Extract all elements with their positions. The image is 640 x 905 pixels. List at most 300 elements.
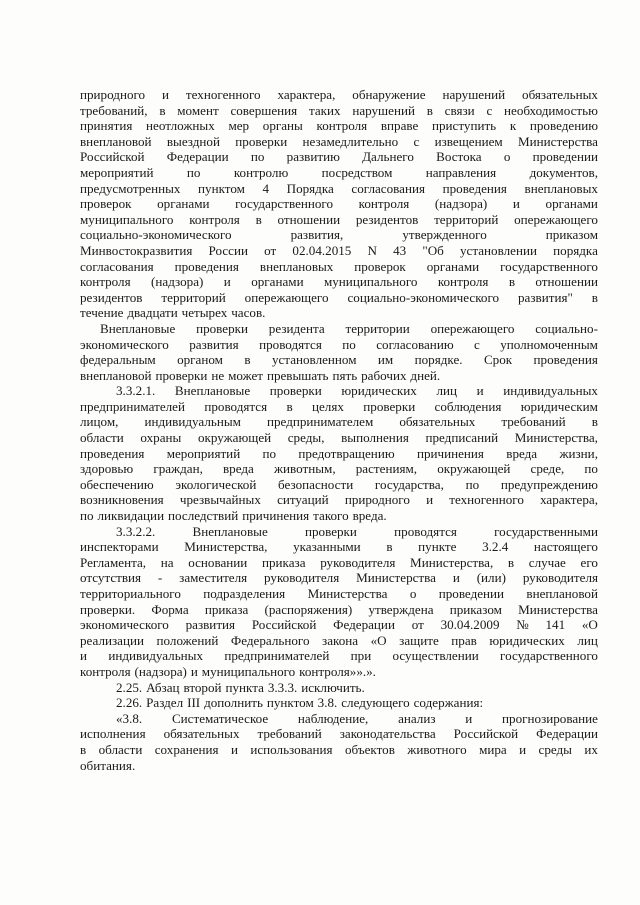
word: 2.25. bbox=[116, 679, 143, 695]
text-line bbox=[80, 508, 598, 524]
word: в bbox=[286, 398, 293, 414]
word: техногенного bbox=[449, 492, 524, 508]
text-line bbox=[80, 212, 598, 228]
word: Федерального bbox=[230, 632, 310, 648]
word: (надзора) bbox=[151, 274, 204, 290]
word: пять bbox=[332, 367, 358, 383]
text-line bbox=[80, 243, 598, 259]
word: его bbox=[580, 554, 598, 570]
word: ликвидации bbox=[97, 508, 165, 524]
word: анализ bbox=[398, 710, 436, 726]
word: 4 bbox=[262, 180, 270, 196]
word: Срок bbox=[483, 352, 513, 368]
word: выездной bbox=[166, 133, 220, 149]
word: органы bbox=[262, 118, 303, 134]
word: безопасности bbox=[278, 476, 354, 492]
text-line bbox=[80, 196, 598, 212]
word: развития bbox=[185, 617, 236, 633]
word: дополнить bbox=[204, 695, 263, 711]
word: проводятся bbox=[259, 336, 322, 352]
word: жизни, bbox=[559, 445, 598, 461]
word: следующего bbox=[341, 695, 410, 711]
word: принятия bbox=[80, 118, 133, 134]
word: и bbox=[519, 741, 527, 757]
word: контроля bbox=[80, 274, 131, 290]
word: использования bbox=[250, 741, 333, 757]
document-body bbox=[80, 87, 598, 773]
word: согласования bbox=[351, 180, 426, 196]
word: Федерации bbox=[333, 617, 395, 633]
word: предусмотренных bbox=[80, 180, 181, 196]
word: вправе bbox=[380, 118, 419, 134]
word: от bbox=[411, 617, 424, 633]
word: Абзац bbox=[146, 679, 180, 695]
word: двадцати bbox=[127, 305, 178, 321]
text-line bbox=[80, 555, 598, 571]
word: проведения bbox=[533, 352, 598, 368]
word: Российской bbox=[251, 617, 317, 633]
word: с bbox=[413, 133, 420, 149]
word: согласования bbox=[80, 258, 154, 274]
word: Министерства bbox=[307, 586, 388, 601]
text-line bbox=[80, 399, 598, 415]
word: приказом bbox=[449, 601, 502, 617]
word: и bbox=[162, 87, 170, 102]
word: опережающего bbox=[244, 289, 329, 305]
word: социально- bbox=[535, 320, 598, 336]
word: «О bbox=[581, 617, 598, 633]
word: о bbox=[503, 149, 511, 165]
word: здоровью bbox=[80, 461, 134, 477]
word: не bbox=[211, 367, 225, 383]
text-line bbox=[80, 352, 598, 368]
text-line bbox=[80, 524, 598, 540]
word: окружающей bbox=[437, 461, 511, 477]
text-line bbox=[80, 695, 598, 711]
text-line bbox=[80, 430, 598, 446]
word: Министерства bbox=[356, 570, 436, 586]
text-line bbox=[80, 446, 598, 462]
word: и bbox=[426, 492, 434, 508]
text-line bbox=[80, 726, 598, 742]
text-line bbox=[80, 259, 598, 275]
word: проведения bbox=[174, 258, 239, 274]
text-line bbox=[80, 539, 598, 555]
word: экономического bbox=[80, 336, 169, 352]
word: четырех bbox=[181, 305, 228, 321]
word: предотвращению bbox=[298, 445, 395, 461]
text-line bbox=[80, 321, 598, 337]
word: экономического bbox=[80, 617, 169, 633]
word: Федерации bbox=[536, 726, 598, 742]
word: 141 bbox=[545, 617, 566, 633]
word: вреда bbox=[223, 461, 254, 477]
word: пунктом bbox=[266, 695, 314, 711]
word: выполнения bbox=[341, 430, 409, 446]
word: вреда bbox=[506, 445, 538, 461]
word: проверки bbox=[196, 320, 248, 336]
word: Порядка bbox=[286, 180, 334, 196]
word: государственного bbox=[500, 648, 598, 664]
word: развитию bbox=[286, 149, 340, 165]
text-line bbox=[80, 758, 598, 774]
word: второй bbox=[183, 679, 222, 695]
text-line bbox=[80, 602, 598, 618]
word: посредством bbox=[321, 164, 393, 180]
word: контроля bbox=[80, 663, 131, 679]
word: сохранения bbox=[154, 741, 219, 757]
word: развития bbox=[189, 336, 239, 352]
word: в bbox=[507, 554, 515, 570]
word: с bbox=[486, 102, 493, 118]
word: № bbox=[516, 617, 529, 633]
word: дней. bbox=[410, 367, 441, 383]
text-line bbox=[80, 633, 598, 649]
word: резидентов bbox=[355, 211, 419, 227]
word: проверки bbox=[304, 523, 357, 539]
word: объектов bbox=[344, 741, 395, 757]
word: и bbox=[512, 196, 520, 212]
word: Дальнего bbox=[362, 149, 414, 165]
word: государственными bbox=[494, 523, 598, 539]
word: содержания: bbox=[413, 695, 484, 711]
word: возникновения bbox=[80, 492, 164, 508]
word: растениям, bbox=[355, 461, 418, 477]
word: контроля bbox=[437, 274, 489, 290]
word: проверок bbox=[354, 258, 406, 274]
word: мира bbox=[479, 741, 507, 757]
word: порядка bbox=[553, 242, 598, 258]
word: Внеплановые bbox=[174, 383, 251, 399]
word: Федерации bbox=[166, 149, 229, 165]
word: (распоряжения) bbox=[264, 601, 353, 617]
word: муниципального bbox=[323, 274, 418, 290]
word: обязательных bbox=[399, 414, 476, 430]
word: нарушений bbox=[442, 87, 506, 102]
text-line bbox=[80, 477, 598, 493]
text-line bbox=[80, 617, 598, 633]
word: «3.8. bbox=[116, 710, 143, 726]
text-line bbox=[80, 383, 598, 399]
word: по bbox=[342, 336, 356, 352]
word: III bbox=[187, 695, 201, 711]
word: проверки bbox=[155, 367, 208, 383]
word: развития" bbox=[518, 289, 573, 305]
word: Минвостокразвития bbox=[80, 242, 193, 258]
word: пунктом bbox=[198, 180, 245, 196]
word: по bbox=[250, 149, 265, 165]
word: в bbox=[426, 102, 433, 118]
text-line bbox=[80, 103, 598, 119]
word: территорий bbox=[161, 289, 226, 305]
text-line bbox=[80, 118, 598, 134]
word: проверки. bbox=[80, 601, 136, 617]
word: техногенного bbox=[185, 87, 261, 102]
word: среде, bbox=[530, 461, 565, 477]
word: и bbox=[223, 274, 231, 290]
text-line bbox=[80, 492, 598, 508]
word: муниципального bbox=[80, 211, 174, 227]
word: последствий bbox=[168, 508, 239, 524]
word: уполномоченным bbox=[500, 336, 598, 352]
word: рабочих bbox=[361, 367, 407, 383]
word: 3.8. bbox=[317, 695, 338, 711]
word: 3.3.2.1. bbox=[116, 383, 156, 399]
word: контроля bbox=[189, 211, 240, 227]
word: контролю bbox=[233, 164, 289, 180]
word: требований bbox=[501, 414, 566, 430]
word: руководителя bbox=[320, 554, 396, 570]
word: мероприятий bbox=[80, 164, 154, 180]
word: 2.26. bbox=[116, 695, 143, 711]
word: органами bbox=[157, 196, 210, 212]
word: проведении bbox=[532, 149, 598, 165]
word: территории bbox=[345, 320, 410, 336]
word: проверок bbox=[80, 196, 132, 212]
word: необходимостью bbox=[504, 102, 598, 118]
word: закона bbox=[322, 632, 359, 648]
text-line bbox=[80, 290, 598, 306]
word: среды bbox=[538, 741, 572, 757]
word: незамедлительно bbox=[302, 133, 399, 149]
word: их bbox=[584, 741, 598, 757]
word: реализации bbox=[80, 632, 144, 648]
word: проверки bbox=[269, 383, 322, 399]
word: такого bbox=[313, 508, 349, 524]
word: внеплановой bbox=[526, 586, 598, 601]
word: момент bbox=[177, 102, 219, 118]
word: отношении bbox=[535, 274, 598, 290]
text-line bbox=[80, 570, 598, 586]
word: лиц bbox=[577, 632, 598, 648]
word: Востока bbox=[436, 149, 482, 165]
word: приступить bbox=[431, 118, 497, 134]
word: опережающего bbox=[514, 211, 598, 227]
word: предпринимателей bbox=[224, 648, 330, 664]
word: органом bbox=[177, 352, 223, 368]
word: часов. bbox=[231, 305, 266, 321]
text-line bbox=[80, 461, 598, 477]
word: в bbox=[508, 274, 516, 290]
word: Российской bbox=[80, 149, 145, 165]
text-line bbox=[80, 181, 598, 197]
word: прогнозирование bbox=[502, 710, 598, 726]
word: контроля»».». bbox=[299, 663, 376, 679]
word: прав bbox=[451, 632, 477, 648]
word: (надзора) bbox=[134, 663, 187, 679]
word: органами bbox=[251, 274, 304, 290]
word: граждан, bbox=[153, 461, 203, 477]
word: муниципального bbox=[201, 663, 296, 679]
word: 02.04.2015 bbox=[292, 242, 352, 258]
word: установлении bbox=[460, 242, 537, 258]
word: проведения bbox=[80, 445, 145, 461]
word: случае bbox=[528, 554, 566, 570]
word: о bbox=[409, 586, 417, 601]
word: проведении bbox=[438, 586, 505, 601]
word: по bbox=[465, 476, 480, 492]
word: вреда. bbox=[352, 508, 387, 524]
word: государства, bbox=[374, 476, 444, 492]
word: с bbox=[474, 336, 480, 352]
word: пункта bbox=[225, 679, 264, 695]
word: лицом, bbox=[80, 414, 119, 430]
word: «О bbox=[370, 632, 387, 648]
word: индивидуальных bbox=[503, 383, 598, 399]
word: государственного bbox=[500, 258, 598, 274]
word: внеплановых bbox=[259, 258, 334, 274]
word: России bbox=[208, 242, 248, 258]
word: руководителя bbox=[264, 570, 340, 586]
word: опережающего bbox=[430, 320, 515, 336]
word: таких bbox=[308, 102, 341, 118]
word: территориального bbox=[80, 586, 181, 601]
word: основании bbox=[188, 554, 248, 570]
word: наблюдение, bbox=[297, 710, 369, 726]
word: юридических bbox=[341, 383, 417, 399]
word: среды, bbox=[287, 430, 325, 446]
word: N bbox=[367, 242, 377, 258]
word: области bbox=[98, 741, 143, 757]
word: и bbox=[476, 383, 484, 399]
word: территорий bbox=[434, 211, 499, 227]
word: в bbox=[591, 289, 598, 305]
word: Российской bbox=[453, 726, 519, 742]
word: отношении bbox=[277, 211, 341, 227]
word: связи bbox=[444, 102, 475, 118]
word: на bbox=[160, 554, 174, 570]
text-line bbox=[80, 711, 598, 727]
word: внеплановой bbox=[80, 133, 152, 149]
word: чрезвычайных bbox=[179, 492, 261, 508]
word: осуществлении bbox=[392, 648, 479, 664]
word: внеплановых bbox=[524, 180, 598, 196]
word: (надзора) bbox=[434, 196, 488, 212]
word: охраны bbox=[140, 430, 182, 446]
text-line bbox=[80, 337, 598, 353]
word: и bbox=[80, 648, 88, 664]
word: государственного bbox=[235, 196, 334, 212]
word: Внеплановые bbox=[100, 320, 176, 336]
text-line bbox=[80, 648, 598, 664]
word: и bbox=[465, 710, 473, 726]
word: настоящего bbox=[533, 539, 598, 555]
word: резидентов bbox=[80, 289, 143, 305]
text-line bbox=[80, 274, 598, 290]
word: в bbox=[591, 414, 598, 430]
word: - bbox=[157, 570, 163, 586]
word: совершения bbox=[230, 102, 298, 118]
word: в bbox=[255, 211, 262, 227]
word: 30.04.2009 bbox=[440, 617, 500, 633]
word: и bbox=[230, 741, 238, 757]
text-line bbox=[80, 305, 598, 321]
word: причинения bbox=[242, 508, 310, 524]
text-line bbox=[80, 165, 598, 181]
word: органами bbox=[426, 258, 480, 274]
word: нарушений bbox=[352, 102, 415, 118]
word: по bbox=[186, 164, 201, 180]
text-line bbox=[80, 742, 598, 758]
word: проводятся bbox=[204, 398, 268, 414]
word: им bbox=[377, 352, 394, 368]
text-line bbox=[80, 664, 598, 680]
word: по bbox=[262, 445, 277, 461]
word: характера, bbox=[540, 492, 598, 508]
word: индивидуальных bbox=[108, 648, 204, 664]
word: федеральным bbox=[80, 352, 156, 368]
word: приказом bbox=[545, 227, 598, 243]
word: обитания. bbox=[80, 757, 136, 773]
word: индивидуальным bbox=[144, 414, 241, 430]
text-line bbox=[80, 149, 598, 165]
text-line bbox=[80, 134, 598, 150]
word: социально-экономического bbox=[80, 227, 232, 243]
word: Раздел bbox=[146, 695, 184, 711]
text-line bbox=[80, 368, 598, 384]
word: приказа bbox=[261, 554, 306, 570]
text-line bbox=[80, 414, 598, 430]
word: ситуаций bbox=[277, 492, 329, 508]
word: к bbox=[509, 118, 517, 134]
word: 3.2.4 bbox=[482, 539, 509, 555]
word: согласованию bbox=[376, 336, 454, 352]
word: руководителя bbox=[522, 570, 598, 586]
word: проведению bbox=[529, 118, 598, 134]
word: проведения bbox=[442, 180, 507, 196]
word: Регламента, bbox=[80, 554, 147, 570]
word: Внеплановые bbox=[192, 523, 268, 539]
word: предписаний bbox=[425, 430, 499, 446]
word: пункте bbox=[418, 539, 457, 555]
word: указанными bbox=[293, 539, 361, 555]
word: соблюдения bbox=[434, 398, 502, 414]
word: Министерства bbox=[518, 601, 598, 617]
word: исполнения bbox=[80, 726, 146, 742]
word: резидента bbox=[268, 320, 325, 336]
word: природного bbox=[80, 87, 146, 102]
word: документов, bbox=[529, 164, 598, 180]
word: обнаружение bbox=[352, 87, 426, 102]
word: экологической bbox=[175, 476, 257, 492]
word: в bbox=[386, 539, 393, 555]
word: и bbox=[190, 663, 198, 679]
word: приказа bbox=[204, 601, 249, 617]
word: целях bbox=[311, 398, 344, 414]
word: (или) bbox=[476, 570, 506, 586]
word: проверки bbox=[363, 398, 416, 414]
word: Форма bbox=[151, 601, 189, 617]
word: Министерства, bbox=[184, 539, 268, 555]
word: животного bbox=[407, 741, 467, 757]
word: обеспечению bbox=[80, 476, 154, 492]
word: органами bbox=[545, 196, 598, 212]
word: отсутствия bbox=[80, 570, 142, 586]
word: исключить. bbox=[301, 679, 365, 695]
word: Систематическое bbox=[171, 710, 269, 726]
word: обязательных bbox=[522, 87, 598, 102]
word: обязательных bbox=[163, 726, 240, 742]
word: в bbox=[80, 741, 87, 757]
word: животным, bbox=[273, 461, 336, 477]
word: в bbox=[159, 102, 166, 118]
word: при bbox=[350, 648, 372, 664]
word: установленном bbox=[271, 352, 357, 368]
word: Министерства, bbox=[410, 554, 494, 570]
word: требований bbox=[257, 726, 322, 742]
text-line bbox=[80, 227, 598, 243]
word: 3.3.3. bbox=[267, 679, 298, 695]
